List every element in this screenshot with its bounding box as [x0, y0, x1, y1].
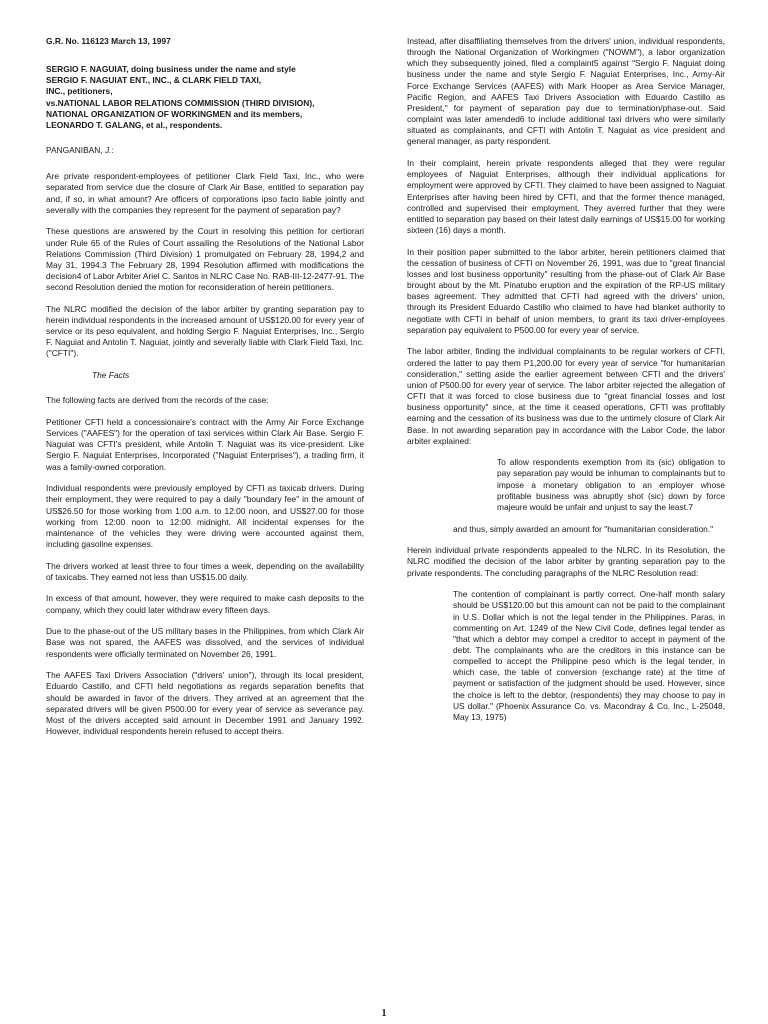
paragraph: The labor arbiter, finding the individual complainants to be regular workers of CFTI, ordered the latter to pay them P1,200.00 for every year of service "for humanitarian consideration," setting aside the earlier agreement between CFTI and the drivers' union of P500.00 for every year of service. The labor arbiter rejected the allegation of CFTI that it was forced to close business due to "great financial losses and lost business opportunity" since, at the time it ceased operations, CFTI was profitably earning and the cessation of its business was due to the untimely closure of Clark Air Base. In not awarding separation pay in accordance with the Labor Code, the labor arbiter explained:	[407, 346, 725, 446]
paragraph: Are private respondent-employees of petitioner Clark Field Taxi, Inc., who were separated from service due the closure of Clark Air Base, entitled to separation pay and, if so, in what amount? Are officers of corporations ipso facto liable jointly and severally with the companies they represent for the payment of separation pay?	[46, 171, 364, 215]
caption-line: LEONARDO T. GALANG, et al., respondents.	[46, 119, 223, 130]
paragraph: Individual respondents were previously employed by CFTI as taxicab drivers. During their employment, they were required to pay a daily "boundary fee" in the amount of US$26.50 for those working from 1:00 a.m. to 12:00 noon, and US$27.00 for those working from 12:00 noon to 12:00 midnight. All incidental expenses for the maintenance of the vehicles they were driving were accounted against them, including gasoline expenses.	[46, 483, 364, 549]
paragraph: These questions are answered by the Court in resolving this petition for certiorari under Rule 65 of the Rules of Court assailing the Resolutions of the National Labor Relations Commission (Third Division) 1 promulgated on February 28, 1994,2 and May 31, 1994.3 The February 28, 1994 Resolution affirmed with modifications the decision4 of Labor Arbiter Ariel C. Santos in NLRC Case No. RAB-III-12-2477-91. The second Resolution denied the motion for reconsideration of herein petitioners.	[46, 226, 364, 293]
paragraph: The drivers worked at least three to four times a week, depending on the availability of taxicabs. They earned not less than US$15.00 daily.	[46, 560, 364, 582]
paragraph: and thus, simply awarded an amount for "humanitarian consideration."	[453, 523, 714, 534]
caption-line: SERGIO F. NAGUIAT ENT., INC., & CLARK FIELD TAXI,	[46, 75, 262, 86]
paragraph: Petitioner CFTI held a concessionaire's contract with the Army Air Force Exchange Services ("AAFES") for the operation of taxi services within Clark Air Base. Sergio F. Naguiat was CFTI's president, while Antolin T. Naguiat was its vice-president. Like Sergio F. Naguiat Enterprises, Incorporated ("Naguiat Enterprises"), a trading firm, it was a family-owned corporation.	[46, 416, 364, 472]
paragraph: In their position paper submitted to the labor arbiter, herein petitioners claimed that the cessation of business of CFTI on November 26, 1991, was due to "great financial losses and lost business opportunity" resulting from the phase-out of Clark Air Base brought about by the Mt. Pinatubo eruption and the expiration of the RP-US military bases agreement. They admitted that CFTI had agreed with the drivers' union, through its President Eduardo Castillo who claimed to have had blanket authority to negotiate with CFTI in behalf of union members, to grant its taxi driver-employees separation pay equivalent to P500.00 for every year of service.	[407, 246, 725, 335]
case-caption	[46, 64, 364, 131]
caption-line: SERGIO F. NAGUIAT, doing business under the name and style	[46, 64, 296, 75]
paragraph: Herein individual private respondents appealed to the NLRC. In its Resolution, the NLRC modified the decision of the labor arbiter by granting separation pay to the private respondents. The concluding paragraphs of the NLRC Resolution read:	[407, 545, 725, 578]
caption-line: INC., petitioners,	[46, 86, 113, 97]
page-number: 1	[381, 1008, 387, 1019]
facts-heading: The Facts	[92, 370, 130, 381]
paragraph: Instead, after disaffiliating themselves from the drivers' union, individual respondents, through the National Organization of Workingmen ("NOWM"), a labor organization which they subsequently joined, filed a complaint5 against "Sergio F. Naguiat doing business under the name and style Sergio F. Naguiat Enterprises, Inc., Army-Air Force Exchange Services (AAFES) with Mark Hooper as Area Service Manager, Pacific Region, and AAFES Taxi Drivers Association with Eduardo Castillo as President," for payment of separation pay due to termination/phase-out. Said complaint was later amended6 to include additional taxi drivers who were similarly situated as complainants, and CFTI with Antolin T. Naguiat as vice president and general manager, as party respondent.	[407, 36, 725, 147]
paragraph: Due to the phase-out of the US military bases in the Philippines, from which Clark Air Base was not spared, the AAFES was dissolved, and the services of individual respondents were officially terminated on November 26, 1991.	[46, 626, 364, 659]
paragraph: In their complaint, herein private respondents alleged that they were regular employees of Naguiat Enterprises, although their individual applications for employment were approved by CFTI. They claimed to have been assigned to Naguiat Enterprises after having been hired by CFTI, and that the former thence managed, controlled and supervised their employment. They averred further that they were entitled to separation pay based on their latest daily earnings of US$15.00 for working sixteen (16) days a month.	[407, 158, 725, 235]
left-column	[46, 36, 364, 748]
paragraph: The following facts are derived from the records of the case:	[46, 395, 269, 406]
paragraph: The NLRC modified the decision of the labor arbiter by granting separation pay to herein individual respondents in the increased amount of US$120.00 for every year of service or its peso equivalent, and holding Sergio F. Naguiat Enterprises, Inc., Sergio F. Naguiat and Antolin T. Naguiat, jointly and severally liable with Clark Field Taxi, Inc. ("CFTI").	[46, 303, 364, 359]
caption-line: vs.NATIONAL LABOR RELATIONS COMMISSION (THIRD DIVISION),	[46, 97, 315, 108]
paragraph: The AAFES Taxi Drivers Association ("drivers' union"), through its local president, Eduardo Castillo, and CFTI held negotiations as regards separation benefits that should be awarded in favor of the drivers. They arrived at an agreement that the separated drivers will be given P500.00 for every year of service as severance pay. Most of the drivers accepted said amount in December 1991 and January 1992. However, individual respondents herein refused to accept theirs.	[46, 670, 364, 736]
caption-line: NATIONAL ORGANIZATION OF WORKINGMEN and its members,	[46, 108, 303, 119]
right-column	[407, 36, 725, 734]
block-quote: The contention of complainant is partly correct. One-half month salary should be US$120.00 but this amount can not be paid to the complainant in U.S. Dollar which is not the legal tender in the Philippines. Paras, in commenting on Art. 1249 of the New Civil Code, defines legal tender as "that which a debtor may compel a creditor to accept in payment of the debt. The complainants who are the creditors in this instance can be compelled to accept the Philippine peso which is the legal tender, in which case, the table of conversion (exchange rate) at the time of payment or satisfaction of the judgment should be used. However, since the choice is left to the debtor, (respondents) they may choose to pay in US dollar." (Phoenix Assurance Co. vs. Macondray & Co. Inc., L-25048, May 13, 1975)	[453, 589, 725, 722]
paragraph: In excess of that amount, however, they were required to make cash deposits to the company, which they could later withdraw every fifteen days.	[46, 593, 364, 615]
ponente: PANGANIBAN, J.:	[46, 145, 114, 156]
block-quote: To allow respondents exemption from its (sic) obligation to pay separation pay would be inhuman to complainants but to impose a monetary obligation to an employer whose profitable business was abruptly shot (sic) down by force majeure would be unfair and unjust to say the least.7	[497, 457, 725, 512]
case-number: G.R. No. 116123 March 13, 1997	[46, 36, 171, 46]
